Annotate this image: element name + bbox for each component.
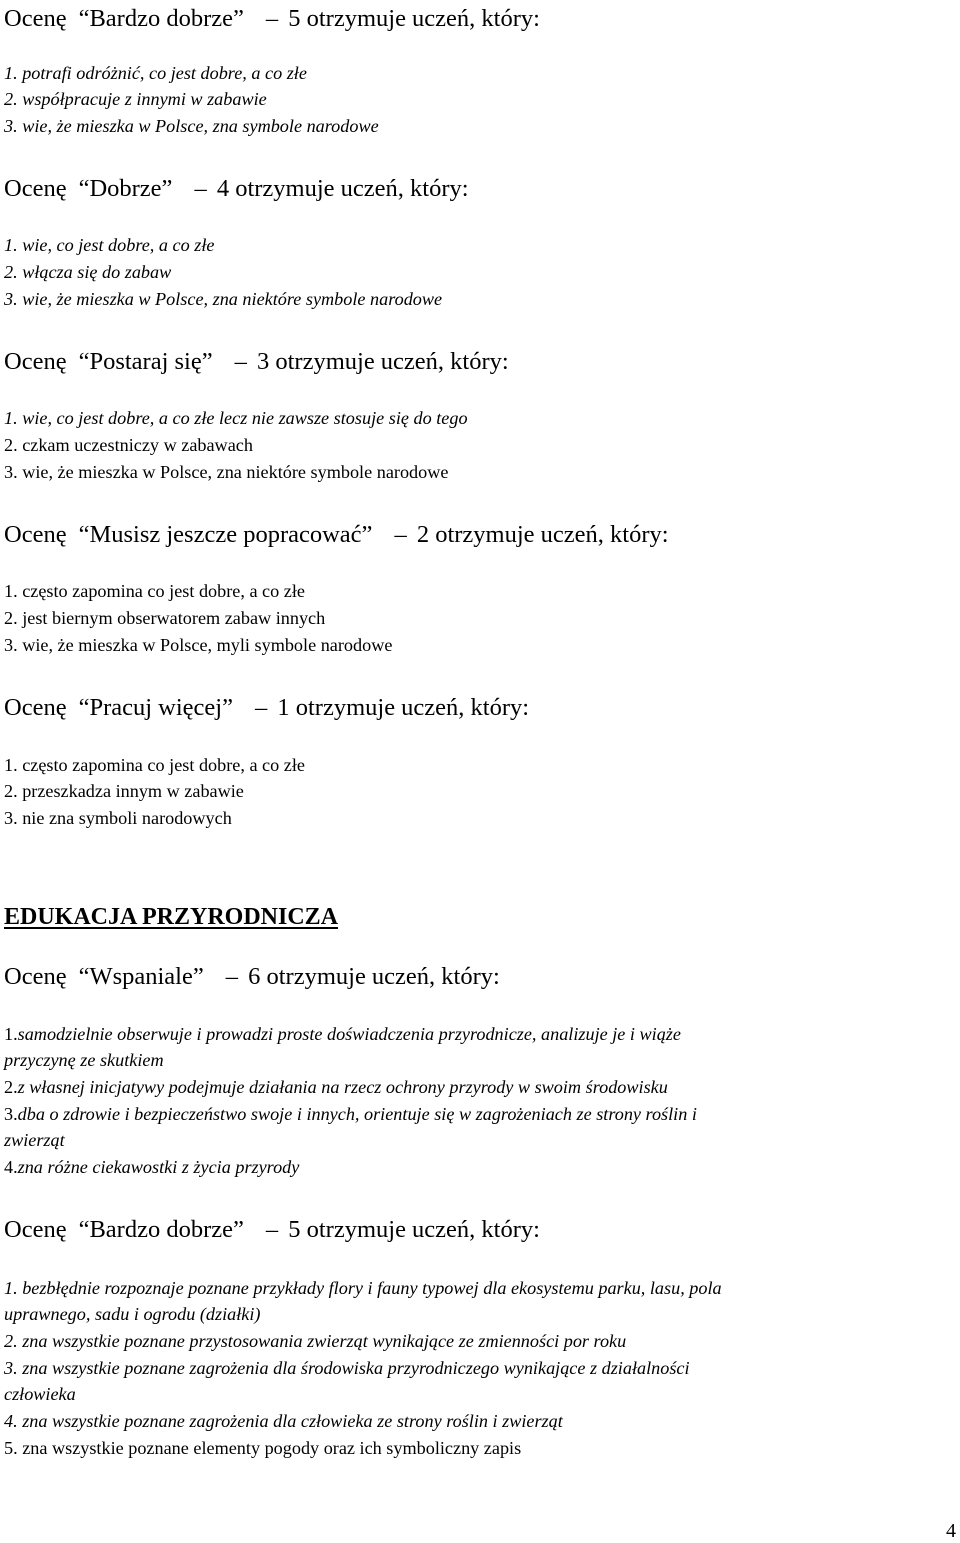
item-text: człowieka: [4, 1384, 76, 1404]
criterion-item: [4, 806, 232, 830]
item-text: włącza się do zabaw: [22, 262, 172, 282]
criterion-item: [4, 1329, 626, 1353]
criterion-item: [4, 1075, 668, 1099]
heading-dash: –: [234, 348, 247, 375]
item-number: 3.: [4, 116, 23, 136]
criterion-item: [4, 460, 448, 484]
item-number: 5.: [4, 1438, 23, 1458]
grade-heading-pracuj-wiecej: [4, 693, 529, 723]
item-text: zwierząt: [4, 1130, 65, 1150]
item-text: często zapomina co jest dobre, a co złe: [22, 755, 305, 775]
item-text: zna różne ciekawostki z życia przyrody: [17, 1157, 300, 1177]
heading-dash: –: [194, 175, 207, 202]
criterion-item: [4, 1102, 697, 1126]
heading-prefix: Ocenę: [4, 1216, 67, 1243]
criterion-item: [4, 633, 392, 657]
criterion-item: [4, 1276, 722, 1300]
item-number: 2.: [4, 435, 23, 455]
heading-prefix: Ocenę: [4, 694, 67, 721]
section-title: EDUKACJA PRZYRODNICZA: [4, 904, 339, 930]
grade-name: “Postaraj się”: [78, 348, 213, 375]
criterion-item: [4, 753, 305, 777]
item-number: 1.: [4, 1278, 23, 1298]
grade-name: “Pracuj więcej”: [78, 694, 233, 721]
item-text: zna wszystkie poznane przystosowania zwierząt wynikające ze zmienności por roku: [22, 1331, 627, 1351]
criterion-item: [4, 233, 214, 257]
grade-name: “Bardzo dobrze”: [78, 5, 244, 32]
item-number: 1.: [4, 235, 23, 255]
heading-prefix: Ocenę: [4, 963, 67, 990]
item-number: 4.: [4, 1157, 18, 1177]
heading-suffix: 3 otrzymuje uczeń, który:: [256, 348, 509, 375]
item-number: 1.: [4, 408, 23, 428]
item-number: 2.: [4, 262, 23, 282]
criterion-item: [4, 114, 379, 138]
heading-dash: –: [265, 1216, 279, 1243]
heading-dash: –: [394, 521, 407, 548]
item-number: 3.: [4, 1104, 18, 1124]
item-number: 2.: [4, 1331, 23, 1351]
item-text: przeszkadza innym w zabawie: [22, 781, 244, 801]
item-text: uprawnego, sadu i ogrodu (działki): [4, 1304, 261, 1324]
criterion-item: [4, 1356, 690, 1380]
grade-heading-bardzo-dobrze-nature: [4, 1215, 540, 1245]
item-number: 2.: [4, 89, 23, 109]
heading-dash: –: [225, 963, 238, 990]
heading-dash: –: [254, 694, 268, 721]
item-text: wie, że mieszka w Polsce, myli symbole narodowe: [22, 635, 393, 655]
heading-suffix: 4 otrzymuje uczeń, który:: [216, 175, 469, 202]
heading-prefix: Ocenę: [4, 521, 67, 548]
item-number: 2.: [4, 608, 23, 628]
criterion-item-continuation: [4, 1302, 260, 1326]
item-number: 3.: [4, 289, 23, 309]
item-number: 2.: [4, 781, 23, 801]
heading-prefix: Ocenę: [4, 348, 67, 375]
criterion-item-continuation: [4, 1048, 164, 1072]
grade-heading-postaraj-sie: [4, 347, 509, 377]
heading-prefix: Ocenę: [4, 5, 67, 32]
grade-name: “Bardzo dobrze”: [78, 1216, 244, 1243]
item-text: często zapomina co jest dobre, a co złe: [22, 581, 305, 601]
item-text: wie, że mieszka w Polsce, zna symbole narodowe: [22, 116, 379, 136]
item-text: dba o zdrowie i bezpieczeństwo swoje i innych, orientuje się w zagrożeniach ze strony roślin i: [17, 1104, 697, 1124]
item-text: wie, że mieszka w Polsce, zna niektóre symbole narodowe: [22, 289, 443, 309]
item-text: wie, co jest dobre, a co złe: [22, 235, 215, 255]
grade-heading-musisz-jeszcze-popracowac: [4, 520, 669, 550]
criterion-item: [4, 1022, 681, 1046]
criterion-item: [4, 1436, 521, 1460]
criterion-item: [4, 779, 244, 803]
item-number: 1.: [4, 581, 23, 601]
grade-name: “Dobrze”: [78, 175, 173, 202]
item-number: 1.: [4, 1024, 18, 1044]
grade-heading-dobrze: [4, 174, 469, 204]
item-text: z własnej inicjatywy podejmuje działania na rzecz ochrony przyrody w swoim środowisku: [17, 1077, 668, 1097]
criterion-item: [4, 1155, 299, 1179]
item-text: bezbłędnie rozpoznaje poznane przykłady flory i fauny typowej dla ekosystemu parku, lasu, pola: [22, 1278, 722, 1298]
heading-suffix: 1 otrzymuje uczeń, który:: [277, 694, 530, 721]
criterion-item: [4, 606, 325, 630]
item-text: przyczynę ze skutkiem: [4, 1050, 164, 1070]
grade-heading-wspaniale: [4, 962, 500, 992]
item-text: współpracuje z innymi w zabawie: [22, 89, 267, 109]
item-number: 3.: [4, 635, 23, 655]
criterion-item: [4, 287, 442, 311]
item-number: 1.: [4, 63, 23, 83]
criterion-item: [4, 87, 267, 111]
item-number: 3.: [4, 462, 23, 482]
criterion-item: [4, 406, 468, 430]
grade-name: “Musisz jeszcze popracować”: [78, 521, 373, 548]
criterion-item-continuation: [4, 1128, 65, 1152]
criterion-item-continuation: [4, 1382, 76, 1406]
item-text: zna wszystkie poznane zagrożenia dla środowiska przyrodniczego wynikające z działalności: [22, 1358, 690, 1378]
item-text: jest biernym obserwatorem zabaw innych: [22, 608, 326, 628]
criterion-item: [4, 260, 171, 284]
item-number: 3.: [4, 808, 23, 828]
item-text: samodzielnie obserwuje i prowadzi proste doświadczenia przyrodnicze, analizuje je i wiąże: [17, 1024, 681, 1044]
criterion-item: [4, 579, 305, 603]
item-text: zna wszystkie poznane zagrożenia dla człowieka ze strony roślin i zwierząt: [22, 1411, 563, 1431]
item-number: 2.: [4, 1077, 18, 1097]
item-text: nie zna symboli narodowych: [22, 808, 232, 828]
item-number: 1.: [4, 755, 23, 775]
item-text: potrafi odróżnić, co jest dobre, a co złe: [22, 63, 307, 83]
item-number: 3.: [4, 1358, 23, 1378]
heading-prefix: Ocenę: [4, 175, 67, 202]
item-text: wie, że mieszka w Polsce, zna niektóre symbole narodowe: [22, 462, 449, 482]
page-number: 4: [946, 1520, 956, 1542]
item-text: wie, co jest dobre, a co złe lecz nie zawsze stosuje się do tego: [22, 408, 468, 428]
item-text: zna wszystkie poznane elementy pogody oraz ich symboliczny zapis: [22, 1438, 522, 1458]
item-number: 4.: [4, 1411, 23, 1431]
heading-suffix: 5 otrzymuje uczeń, który:: [288, 5, 540, 32]
grade-heading-bardzo-dobrze: [4, 4, 540, 34]
heading-suffix: 5 otrzymuje uczeń, który:: [288, 1216, 540, 1243]
item-text: czkam uczestniczy w zabawach: [22, 435, 253, 455]
heading-suffix: 2 otrzymuje uczeń, który:: [416, 521, 669, 548]
heading-suffix: 6 otrzymuje uczeń, który:: [248, 963, 500, 990]
criterion-item: [4, 433, 253, 457]
heading-dash: –: [265, 5, 279, 32]
criterion-item: [4, 1409, 563, 1433]
criterion-item: [4, 61, 307, 85]
grade-name: “Wspaniale”: [78, 963, 204, 990]
